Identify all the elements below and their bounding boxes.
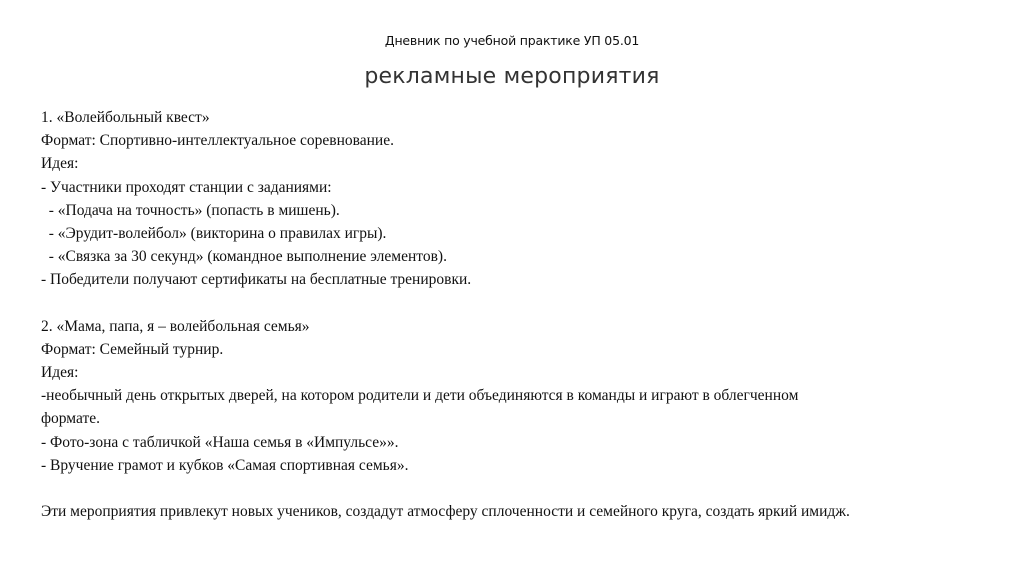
event2-format: Формат: Семейный турнир. — [41, 340, 224, 358]
event2-heading: 2. «Мама, папа, я – волейбольная семья» — [41, 317, 310, 335]
page-title: рекламные мероприятия — [364, 64, 660, 89]
event2-item: - Фото-зона с табличкой «Наша семья в «Импульсе»». — [41, 433, 399, 451]
event1-item: - Победители получают сертификаты на бесплатные тренировки. — [41, 271, 472, 289]
event2-idea-label: Идея: — [41, 364, 79, 382]
event2-item-line: формате. — [41, 410, 101, 428]
spacer — [41, 292, 941, 315]
event2-item-line: -необычный день открытых дверей, на котором родители и дети объединяются в команды и играют в облегченном — [41, 387, 799, 405]
event1-item: - «Подача на точность» (попасть в мишень). — [41, 201, 340, 219]
header-title: Дневник по учебной практике УП 05.01 — [384, 33, 640, 48]
event1-item: - «Эрудит-волейбол» (викторина о правилах игры). — [41, 224, 387, 242]
conclusion-text: Эти мероприятия привлекут новых учеников, создадут атмосферу сплоченности и семейного круга, создать яркий имидж. — [41, 503, 850, 521]
event1-item: - Участники проходят станции с заданиями: — [41, 178, 332, 196]
event1-idea-label: Идея: — [41, 155, 79, 173]
document-body — [41, 106, 941, 523]
event1-heading: 1. «Волейбольный квест» — [41, 109, 210, 126]
event1-format: Формат: Спортивно-интеллектуальное соревнование. — [41, 132, 394, 150]
spacer — [41, 477, 941, 500]
event1-item: - «Связка за 30 секунд» (командное выполнение элементов). — [41, 248, 447, 266]
event2-item: - Вручение грамот и кубков «Самая спортивная семья». — [41, 456, 409, 474]
